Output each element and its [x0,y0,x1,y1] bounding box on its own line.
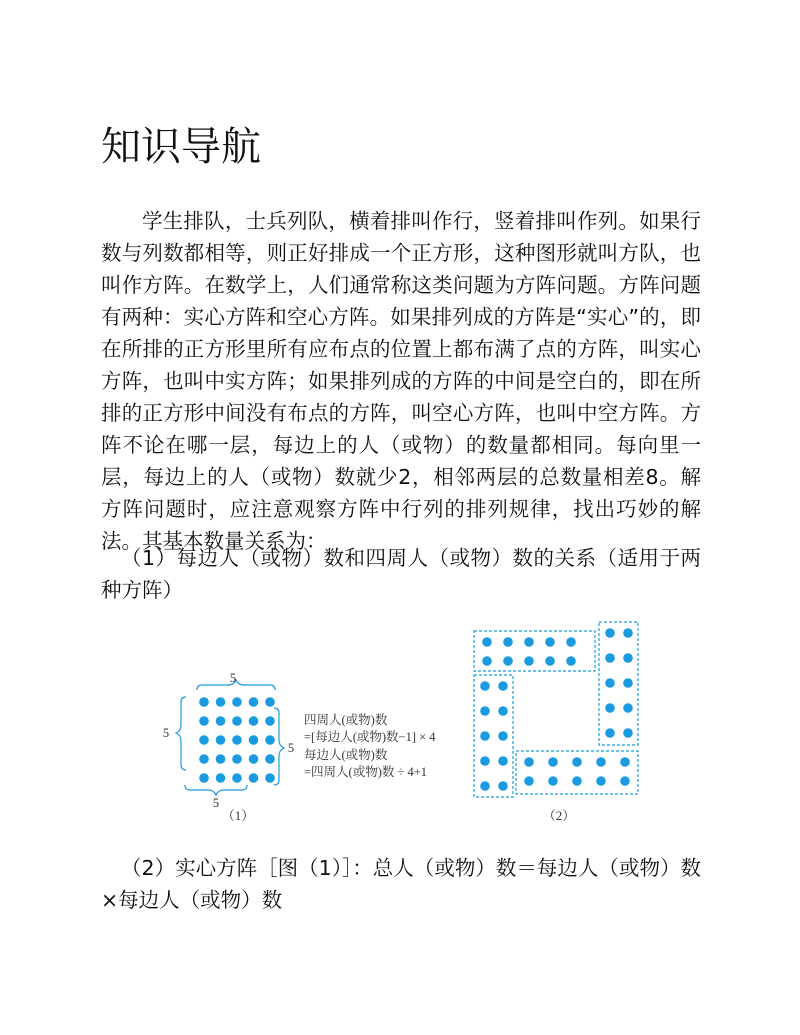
right-brace [274,708,284,785]
hollow-dot [480,756,490,766]
hollow-dot [498,756,508,766]
hollow-dot [596,757,606,767]
solid-dot [265,735,275,745]
hollow-dot [623,703,633,713]
solid-dot [216,754,226,764]
hollow-dot [524,776,534,786]
solid-dot [199,735,209,745]
bottom-brace [185,785,247,795]
solid-dot [232,735,242,745]
solid-dot [216,697,226,707]
right-count: 5 [287,741,295,755]
figure-1 [163,671,436,823]
solid-dot [265,697,275,707]
solid-dot [265,754,275,764]
hollow-dot [482,656,492,666]
solid-dot [265,716,275,726]
bottom-count: 5 [212,796,220,810]
hollow-dot [524,637,534,647]
solid-dot [265,773,275,783]
solid-dot [249,697,259,707]
figure-1-caption: （1） [221,808,255,823]
hollow-dot [605,678,615,688]
solid-dot [249,716,259,726]
left-count: 5 [162,726,170,740]
group-top [474,631,595,671]
hollow-dot [480,781,490,791]
formula-1-line-1: 四周人(或物)数 [304,713,388,727]
solid-dot [199,754,209,764]
figure-2 [474,622,638,823]
rule-2-paragraph: （2）实心方阵［图（1）］：总人（或物）数＝每边人（或物）数×每边人（或物）数 [101,856,701,912]
hollow-dot [605,628,615,638]
hollow-dot [503,637,513,647]
solid-dot [216,773,226,783]
hollow-dot [605,728,615,738]
hollow-dot [498,681,508,691]
formula-2-line-2: =四周人(或物)数 ÷ 4+1 [304,765,428,779]
formula-1-line-2: =[每边人(或物)数−1] × 4 [304,730,436,744]
hollow-dot [605,703,615,713]
figure-2-caption: （2） [542,808,576,823]
hollow-dot [482,637,492,647]
hollow-dot [572,776,582,786]
hollow-dot [498,731,508,741]
solid-dot [249,754,259,764]
hollow-square-dots [480,628,633,791]
hollow-dot [545,637,555,647]
hollow-dot [572,757,582,767]
solid-dot [232,716,242,726]
formula-2-line-1: 每边人(或物)数 [304,748,388,762]
hollow-dot [548,757,558,767]
page-title: 知识导航 [101,124,261,170]
hollow-dot [623,728,633,738]
solid-dot [216,735,226,745]
rule-1-paragraph: （1）每边人（或物）数和四周人（或物）数的关系（适用于两种方阵） [101,546,701,602]
hollow-dot [480,681,490,691]
hollow-dot [596,776,606,786]
hollow-dot [605,653,615,663]
left-brace [176,697,186,770]
solid-dot [199,697,209,707]
hollow-dot [623,653,633,663]
solid-dot [232,697,242,707]
hollow-dot [620,757,630,767]
solid-dot [216,716,226,726]
solid-dot [232,773,242,783]
top-count: 5 [229,671,237,685]
hollow-dot [545,656,555,666]
hollow-dot [524,757,534,767]
solid-dot [199,716,209,726]
intro-paragraph: 学生排队，士兵列队，横着排叫作行，竖着排叫作列。如果行数与列数都相等，则正好排成一个正方形，这种图形就叫方队，也叫作方阵。在数学上，人们通常称这类问题为方阵问题。方阵问题有两种：实心方阵和空心方阵。如果排列成的方阵是“实心”的，即在所排的正方形里所有应布点的位置上都布满了点的方阵，叫实心方阵，也叫中实方阵；如果排列成的方阵的中间是空白的，即在所排的正方形中间没有布点的方阵，叫空心方阵，也叫中空方阵。方阵不论在哪一层，每边上的人（或物）的数量都相同。每向里一层，每边上的人（或物）数就少2，相邻两层的总数量相差8。解方阵问题时，应注意观察方阵中行列的排列规律，找出巧妙的解法。其基本数量关系为： [101,209,701,553]
hollow-dot [498,706,508,716]
hollow-dot [548,776,558,786]
hollow-dot [480,731,490,741]
hollow-dot [623,628,633,638]
solid-dot [249,735,259,745]
solid-dot [232,754,242,764]
hollow-dot [623,678,633,688]
solid-square-dots [199,697,275,783]
solid-dot [249,773,259,783]
hollow-dot [524,656,534,666]
hollow-dot [566,637,576,647]
hollow-dot [498,781,508,791]
hollow-dot [503,656,513,666]
hollow-dot [620,776,630,786]
hollow-dot [566,656,576,666]
solid-dot [199,773,209,783]
hollow-dot [480,706,490,716]
